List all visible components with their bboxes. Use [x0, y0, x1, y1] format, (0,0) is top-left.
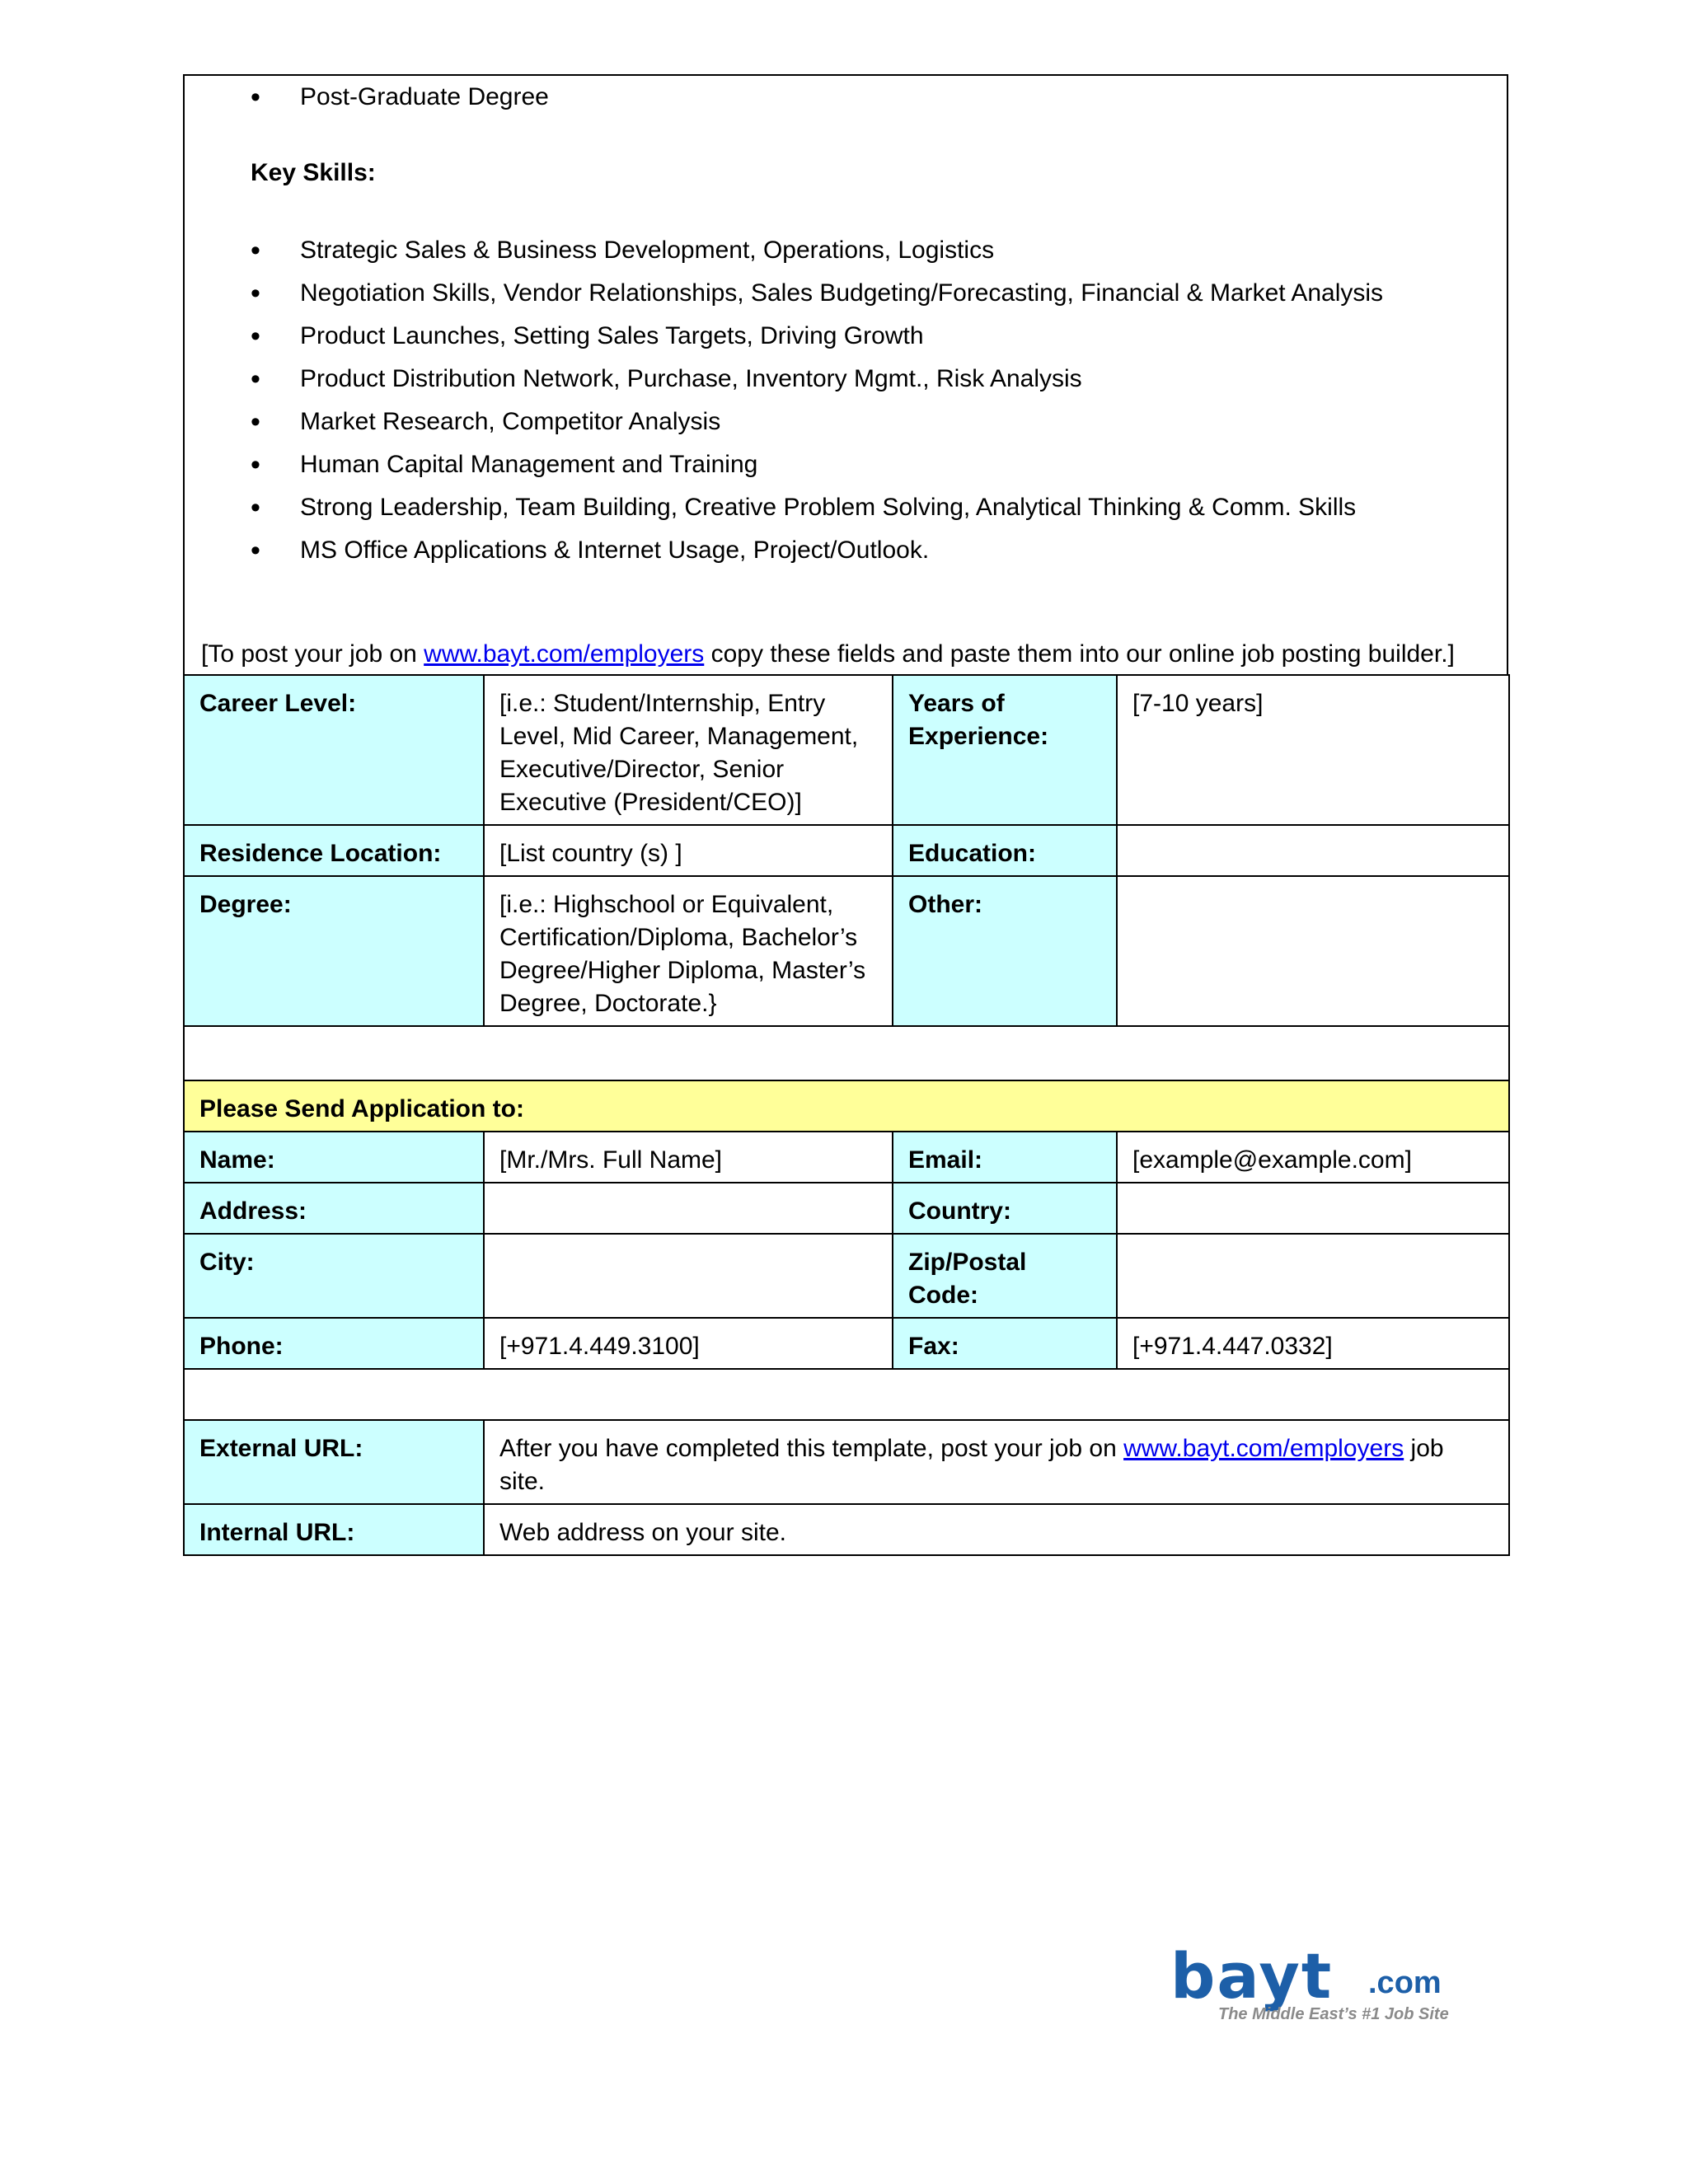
post-instruction-after: copy these fields and paste them into our online job posting builder.] — [704, 640, 1455, 668]
list-item: • Post-Graduate Degree — [251, 76, 1490, 119]
table-row — [184, 825, 1509, 876]
name-label: Name: — [184, 1132, 484, 1183]
email-label: Email: — [893, 1132, 1117, 1183]
other-field[interactable] — [1117, 876, 1509, 1026]
career-level-label: Career Level: — [184, 675, 484, 825]
job-template-document — [183, 74, 1508, 1556]
employers-link[interactable]: www.bayt.com/employers — [424, 640, 705, 668]
phone-label: Phone: — [184, 1318, 484, 1369]
skills-section — [183, 74, 1508, 674]
external-url-field[interactable] — [484, 1420, 1509, 1504]
table-row — [184, 1132, 1509, 1183]
table-row — [184, 1026, 1509, 1080]
list-item: • Product Launches, Setting Sales Targets, Driving Growth — [251, 315, 1490, 358]
bayt-logo — [1170, 1939, 1484, 2027]
logo-suffix: .com — [1368, 1966, 1442, 2000]
employers-link-2[interactable]: www.bayt.com/employers — [1123, 1435, 1404, 1462]
internal-url-label: Internal URL: — [184, 1504, 484, 1555]
list-item: • Strategic Sales & Business Development, Operations, Logistics — [251, 229, 1490, 272]
table-row — [184, 1369, 1509, 1420]
years-experience-label: Years of Experience: — [893, 675, 1117, 825]
education-label: Education: — [893, 825, 1117, 876]
spacer-cell — [184, 1369, 1509, 1420]
list-item: • Negotiation Skills, Vendor Relationships, Sales Budgeting/Forecasting, Financial & Market Analysis — [251, 272, 1490, 315]
other-label: Other: — [893, 876, 1117, 1026]
spacer-cell — [184, 1026, 1509, 1080]
list-item: • Product Distribution Network, Purchase, Inventory Mgmt., Risk Analysis — [251, 358, 1490, 401]
address-label: Address: — [184, 1183, 484, 1234]
country-field[interactable] — [1117, 1183, 1509, 1234]
zip-label: Zip/Postal Code: — [893, 1234, 1117, 1318]
job-fields-table — [183, 674, 1510, 1556]
table-row — [184, 1504, 1509, 1555]
external-url-after: job site. — [499, 1435, 1444, 1495]
table-row — [184, 1318, 1509, 1369]
degree-label: Degree: — [184, 876, 484, 1026]
country-label: Country: — [893, 1183, 1117, 1234]
table-row — [184, 1183, 1509, 1234]
table-row — [184, 675, 1509, 825]
post-instruction — [201, 638, 1490, 674]
phone-field[interactable]: [+971.4.449.3100] — [484, 1318, 893, 1369]
name-field[interactable]: [Mr./Mrs. Full Name] — [484, 1132, 893, 1183]
logo-brand: bayt — [1170, 1939, 1334, 2013]
email-field[interactable]: [example@example.com] — [1117, 1132, 1509, 1183]
list-item: • Market Research, Competitor Analysis — [251, 401, 1490, 443]
key-skills-heading: Key Skills: — [251, 159, 376, 186]
list-item: • Human Capital Management and Training — [251, 443, 1490, 486]
residence-location-label: Residence Location: — [184, 825, 484, 876]
degree-field[interactable]: [i.e.: Highschool or Equivalent, Certification/Diploma, Bachelor’s Degree/Higher Diploma, Master’s Degree, Doctorate.} — [484, 876, 893, 1026]
key-skills-list — [251, 229, 1490, 572]
career-level-field[interactable]: [i.e.: Student/Internship, Entry Level, Mid Career, Management, Executive/Director, Senior Executive (President/CEO)] — [484, 675, 893, 825]
years-experience-field[interactable]: [7-10 years] — [1117, 675, 1509, 825]
external-url-before: After you have completed this template, post your job on — [499, 1435, 1124, 1462]
skills-inner — [201, 76, 1490, 572]
residence-location-field[interactable]: [List country (s) ] — [484, 825, 893, 876]
internal-url-field[interactable]: Web address on your site. — [484, 1504, 1509, 1555]
education-list — [251, 76, 1490, 119]
list-item: • MS Office Applications & Internet Usage, Project/Outlook. — [251, 529, 1490, 572]
table-row — [184, 876, 1509, 1026]
city-field[interactable] — [484, 1234, 893, 1318]
post-instruction-before: [To post your job on — [201, 640, 424, 668]
table-row — [184, 1234, 1509, 1318]
table-row — [184, 1080, 1509, 1132]
zip-field[interactable] — [1117, 1234, 1509, 1318]
logo-tagline: The Middle East’s #1 Job Site — [1218, 2005, 1449, 2023]
external-url-label: External URL: — [184, 1420, 484, 1504]
fax-label: Fax: — [893, 1318, 1117, 1369]
city-label: City: — [184, 1234, 484, 1318]
list-item: • Strong Leadership, Team Building, Creative Problem Solving, Analytical Thinking & Comm. Skills — [251, 486, 1490, 529]
fax-field[interactable]: [+971.4.447.0332] — [1117, 1318, 1509, 1369]
table-row — [184, 1420, 1509, 1504]
education-field[interactable] — [1117, 825, 1509, 876]
send-application-heading: Please Send Application to: — [184, 1080, 1509, 1132]
address-field[interactable] — [484, 1183, 893, 1234]
